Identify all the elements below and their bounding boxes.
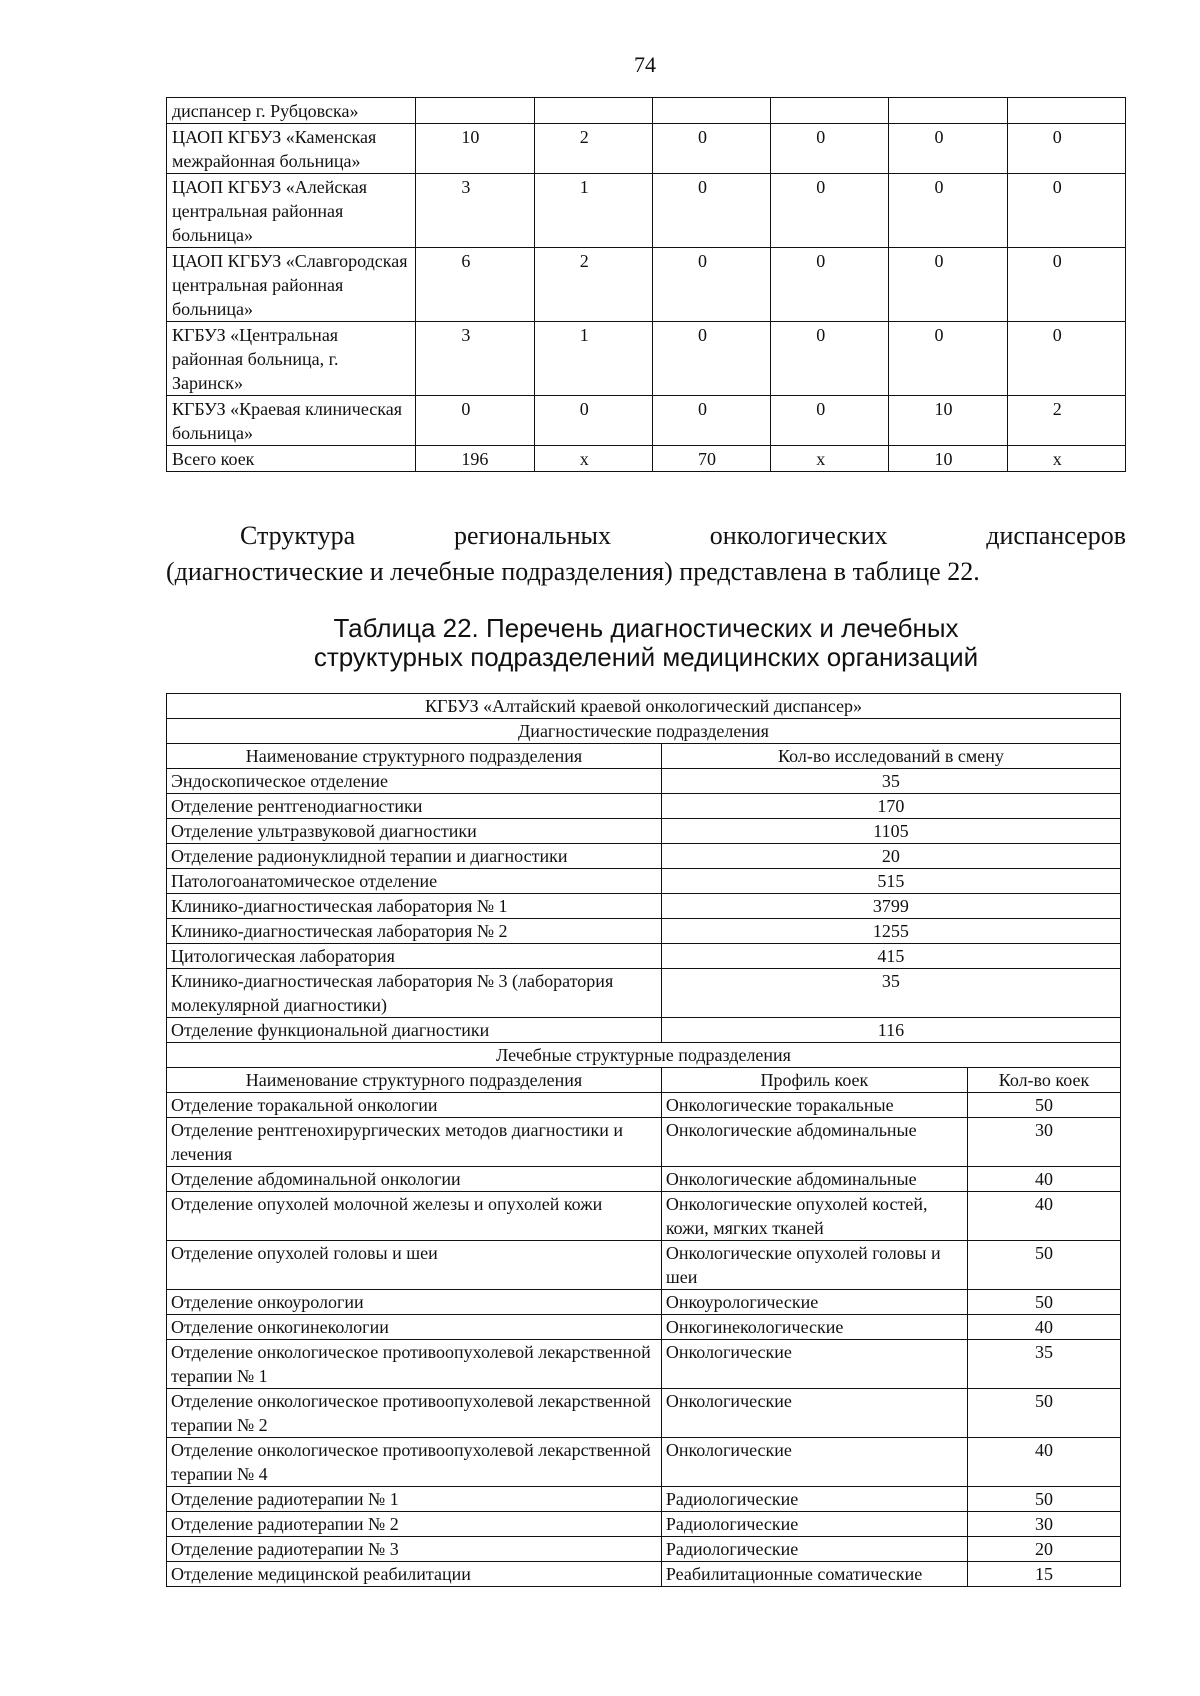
unit-name-cell: Отделение онкологическое противоопухолевой лекарственной терапии № 4	[167, 1438, 662, 1487]
table-row	[167, 1167, 1121, 1192]
unit-name-cell: КГБУЗ «Центральная районная больница, г. Заринск»	[167, 322, 416, 396]
table-row	[167, 396, 1126, 446]
table-row	[167, 174, 1126, 248]
studies-count-cell: 1105	[661, 819, 1120, 844]
value-cell	[1007, 396, 1125, 446]
value-text: 0	[697, 177, 707, 197]
value-text: 2	[579, 127, 589, 147]
value-cell	[534, 248, 652, 322]
value-text: 10	[934, 449, 953, 469]
value-text: 2	[579, 251, 589, 271]
value-text: 1	[579, 177, 589, 197]
bed-profile-cell: Онкоурологические	[661, 1290, 967, 1315]
studies-count-cell: 3799	[661, 894, 1120, 919]
table-title-line: Таблица 22. Перечень диагностических и лечебных	[333, 613, 959, 643]
value-text: 196	[461, 449, 489, 469]
table-row	[167, 894, 1121, 919]
value-text: 0	[697, 325, 707, 345]
value-cell	[771, 322, 889, 396]
unit-name-cell: Отделение радиотерапии № 2	[167, 1512, 662, 1537]
value-cell	[534, 446, 652, 472]
table-row	[167, 694, 1121, 719]
bed-profile-cell: Онкологические опухолей костей, кожи, мягких тканей	[661, 1192, 967, 1241]
unit-name-cell: Отделение ультразвуковой диагностики	[167, 819, 662, 844]
table-row	[167, 869, 1121, 894]
value-text: 0	[934, 325, 944, 345]
unit-name-cell: Клинико-диагностическая лаборатория № 1	[167, 894, 662, 919]
table-row	[167, 1438, 1121, 1487]
value-cell	[652, 174, 770, 248]
unit-name-cell: Отделение опухолей головы и шеи	[167, 1241, 662, 1290]
bed-profile-cell: Онкологические торакальные	[661, 1093, 967, 1118]
value-cell	[416, 98, 534, 124]
paragraph-word: Структура	[240, 521, 356, 550]
unit-name-cell: Цитологическая лаборатория	[167, 944, 662, 969]
column-header: Кол-во коек	[967, 1068, 1120, 1093]
table-row	[167, 1537, 1121, 1562]
bed-count-cell: 50	[967, 1093, 1120, 1118]
value-cell	[534, 396, 652, 446]
treatment-section-title: Лечебные структурные подразделения	[167, 1043, 1121, 1068]
table-row	[167, 1487, 1121, 1512]
table-row	[167, 98, 1126, 124]
unit-name-cell: Отделение онкологическое противоопухолевой лекарственной терапии № 2	[167, 1389, 662, 1438]
bed-profile-cell: Онкологические абдоминальные	[661, 1118, 967, 1167]
value-text: 10	[461, 127, 480, 147]
column-header: Профиль коек	[661, 1068, 967, 1093]
value-text: 0	[934, 177, 944, 197]
unit-name-cell: Патологоанатомическое отделение	[167, 869, 662, 894]
value-text: 2	[1052, 399, 1062, 419]
value-cell	[1007, 446, 1125, 472]
value-text: 0	[816, 177, 826, 197]
unit-name-cell: Отделение радиотерапии № 1	[167, 1487, 662, 1512]
bed-count-cell: 50	[967, 1290, 1120, 1315]
unit-name-cell: Отделение онкогинекологии	[167, 1315, 662, 1340]
value-text: 0	[934, 127, 944, 147]
value-cell	[416, 446, 534, 472]
value-cell	[889, 446, 1007, 472]
unit-name-cell: Отделение рентгенохирургических методов диагностики и лечения	[167, 1118, 662, 1167]
value-text: x	[1052, 449, 1062, 469]
value-cell	[534, 98, 652, 124]
value-cell	[534, 322, 652, 396]
bed-profile-cell: Онкологические	[661, 1389, 967, 1438]
bed-count-cell: 50	[967, 1389, 1120, 1438]
unit-name-cell: Отделение онкоурологии	[167, 1290, 662, 1315]
bed-count-cell: 50	[967, 1241, 1120, 1290]
studies-count-cell: 35	[661, 769, 1120, 794]
table-row	[167, 1118, 1121, 1167]
value-cell	[771, 98, 889, 124]
unit-name-cell: Отделение абдоминальной онкологии	[167, 1167, 662, 1192]
value-text: 3	[461, 177, 471, 197]
value-cell	[652, 446, 770, 472]
bed-count-cell: 15	[967, 1562, 1120, 1587]
paragraph-word: региональных	[453, 521, 611, 550]
value-cell	[1007, 124, 1125, 174]
table-row	[167, 1340, 1121, 1389]
value-cell	[416, 248, 534, 322]
bed-profile-cell: Реабилитационные соматические	[661, 1562, 967, 1587]
value-cell	[652, 124, 770, 174]
studies-count-cell: 515	[661, 869, 1120, 894]
table-row	[167, 1068, 1121, 1093]
value-cell	[652, 396, 770, 446]
table-row	[167, 969, 1121, 1018]
value-cell	[771, 248, 889, 322]
value-cell	[889, 396, 1007, 446]
value-cell	[1007, 174, 1125, 248]
value-cell	[889, 98, 1007, 124]
value-cell	[1007, 322, 1125, 396]
unit-name-cell: Отделение опухолей молочной железы и опухолей кожи	[167, 1192, 662, 1241]
unit-name-cell: Отделение онкологическое противоопухолевой лекарственной терапии № 1	[167, 1340, 662, 1389]
value-text: 3	[461, 325, 471, 345]
value-cell	[771, 174, 889, 248]
table-row	[167, 124, 1126, 174]
table-row	[167, 1093, 1121, 1118]
table-row	[167, 1043, 1121, 1068]
unit-name-cell: Всего коек	[167, 446, 416, 472]
value-cell	[534, 124, 652, 174]
value-text: 0	[697, 127, 707, 147]
column-header: Наименование структурного подразделения	[167, 1068, 662, 1093]
bed-count-cell: 40	[967, 1315, 1120, 1340]
bed-count-cell: 40	[967, 1192, 1120, 1241]
paragraph-word: онкологических	[709, 521, 888, 550]
value-text: 1	[579, 325, 589, 345]
table-row	[167, 1192, 1121, 1241]
value-text: 0	[816, 399, 826, 419]
value-text: 0	[1052, 325, 1062, 345]
unit-name-cell: Отделение торакальной онкологии	[167, 1093, 662, 1118]
table-row	[167, 446, 1126, 472]
unit-name-cell: Отделение рентгенодиагностики	[167, 794, 662, 819]
unit-name-cell: Отделение радиотерапии № 3	[167, 1537, 662, 1562]
studies-count-cell: 415	[661, 944, 1120, 969]
value-cell	[1007, 98, 1125, 124]
value-cell	[416, 322, 534, 396]
table-row	[167, 1512, 1121, 1537]
table-row	[167, 844, 1121, 869]
bed-count-cell: 30	[967, 1512, 1120, 1537]
value-cell	[771, 396, 889, 446]
value-cell	[416, 396, 534, 446]
column-header: Наименование структурного подразделения	[167, 744, 662, 769]
bed-profile-cell: Онкологические	[661, 1340, 967, 1389]
table-title-line: структурных подразделений медицинских организаций	[313, 642, 979, 672]
beds-continuation-table	[166, 97, 1126, 472]
unit-name-cell: ЦАОП КГБУЗ «Славгородская центральная районная больница»	[167, 248, 416, 322]
value-cell	[416, 124, 534, 174]
bed-count-cell: 40	[967, 1167, 1120, 1192]
value-cell	[771, 124, 889, 174]
unit-name-cell: Клинико-диагностическая лаборатория № 2	[167, 919, 662, 944]
bed-count-cell: 50	[967, 1487, 1120, 1512]
value-cell	[889, 322, 1007, 396]
value-text: x	[816, 449, 826, 469]
value-text: 6	[461, 251, 471, 271]
value-text: 0	[816, 251, 826, 271]
page-number: 74	[634, 52, 656, 77]
bed-profile-cell: Онкологические опухолей головы и шеи	[661, 1241, 967, 1290]
unit-name-cell: Эндоскопическое отделение	[167, 769, 662, 794]
table-title	[166, 614, 1126, 672]
table-row	[167, 248, 1126, 322]
value-cell	[416, 174, 534, 248]
value-cell	[652, 248, 770, 322]
table-row	[167, 719, 1121, 744]
value-text: 0	[1052, 177, 1062, 197]
unit-name-cell: Отделение функциональной диагностики	[167, 1018, 662, 1043]
value-text: 0	[1052, 251, 1062, 271]
table-row	[167, 1389, 1121, 1438]
value-cell	[771, 446, 889, 472]
table-row	[167, 794, 1121, 819]
value-text: 70	[697, 449, 716, 469]
table-row	[167, 1018, 1121, 1043]
unit-name-cell: КГБУЗ «Краевая клиническая больница»	[167, 396, 416, 446]
value-cell	[889, 248, 1007, 322]
unit-name-cell: ЦАОП КГБУЗ «Каменская межрайонная больница»	[167, 124, 416, 174]
bed-count-cell: 30	[967, 1118, 1120, 1167]
table-row	[167, 744, 1121, 769]
studies-count-cell: 35	[661, 969, 1120, 1018]
paragraph-second-line: (диагностические и лечебные подразделения) представлена в таблице 22.	[166, 557, 980, 586]
diagnostic-section-title: Диагностические подразделения	[167, 719, 1121, 744]
bed-profile-cell: Радиологические	[661, 1487, 967, 1512]
value-text: 0	[697, 399, 707, 419]
unit-name-cell: Клинико-диагностическая лаборатория № 3 (лаборатория молекулярной диагностики)	[167, 969, 662, 1018]
value-text: 0	[934, 251, 944, 271]
column-header: Кол-во исследований в смену	[661, 744, 1120, 769]
unit-name-cell: Отделение медицинской реабилитации	[167, 1562, 662, 1587]
table-row	[167, 944, 1121, 969]
paragraph-first-line	[166, 518, 1126, 554]
value-text: x	[579, 449, 589, 469]
table-row	[167, 1290, 1121, 1315]
bed-count-cell: 40	[967, 1438, 1120, 1487]
value-cell	[652, 322, 770, 396]
value-cell	[889, 174, 1007, 248]
paragraph-word: диспансеров	[986, 521, 1126, 550]
unit-name-cell: Отделение радионуклидной терапии и диагностики	[167, 844, 662, 869]
bed-count-cell: 20	[967, 1537, 1120, 1562]
bed-profile-cell: Онкогинекологические	[661, 1315, 967, 1340]
value-cell	[534, 174, 652, 248]
unit-name-cell: ЦАОП КГБУЗ «Алейская центральная районная больница»	[167, 174, 416, 248]
table-row	[167, 1315, 1121, 1340]
unit-name-cell: диспансер г. Рубцовска»	[167, 98, 416, 124]
table-row	[167, 1562, 1121, 1587]
table-row	[167, 769, 1121, 794]
value-cell	[652, 98, 770, 124]
table-row	[167, 819, 1121, 844]
value-cell	[1007, 248, 1125, 322]
bed-profile-cell: Онкологические	[661, 1438, 967, 1487]
value-text: 0	[816, 127, 826, 147]
intro-paragraph	[166, 518, 1126, 590]
studies-count-cell: 20	[661, 844, 1120, 869]
bed-profile-cell: Онкологические абдоминальные	[661, 1167, 967, 1192]
studies-count-cell: 170	[661, 794, 1120, 819]
table-row	[167, 1241, 1121, 1290]
studies-count-cell: 116	[661, 1018, 1120, 1043]
table-row	[167, 322, 1126, 396]
bed-profile-cell: Радиологические	[661, 1537, 967, 1562]
value-text: 0	[697, 251, 707, 271]
value-cell	[889, 124, 1007, 174]
studies-count-cell: 1255	[661, 919, 1120, 944]
bed-profile-cell: Радиологические	[661, 1512, 967, 1537]
value-text: 0	[1052, 127, 1062, 147]
value-text: 10	[934, 399, 953, 419]
bed-count-cell: 35	[967, 1340, 1120, 1389]
value-text: 0	[816, 325, 826, 345]
structural-units-table	[166, 693, 1121, 1587]
table-row	[167, 919, 1121, 944]
organization-header: КГБУЗ «Алтайский краевой онкологический диспансер»	[167, 694, 1121, 719]
value-text: 0	[579, 399, 589, 419]
value-text: 0	[461, 399, 471, 419]
